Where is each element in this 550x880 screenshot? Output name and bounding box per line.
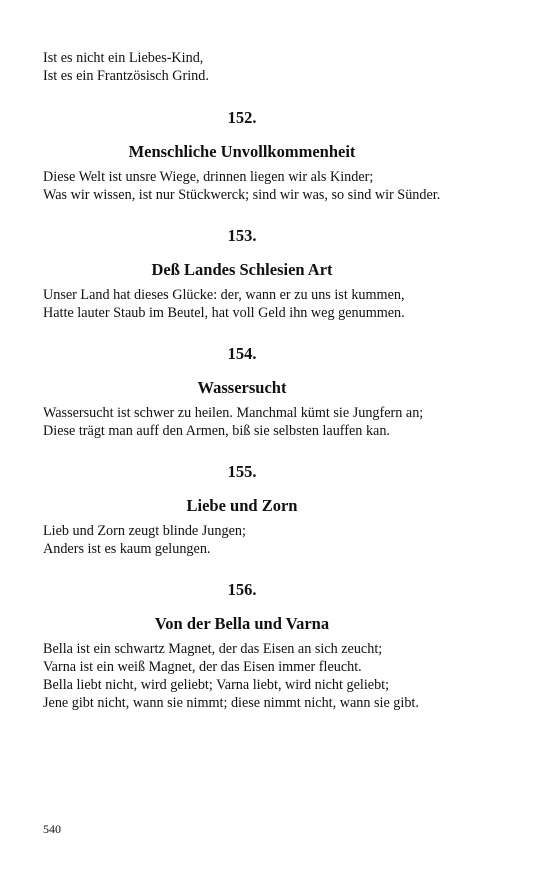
poem-154 <box>43 344 441 440</box>
poem-number: 155. <box>227 462 257 481</box>
poem-title: Liebe und Zorn <box>186 496 298 515</box>
poem-line: Was wir wissen, ist nur Stückwerck; sind wir was, so sind wir Sünder. <box>43 187 441 203</box>
poem-number: 153. <box>227 226 257 245</box>
poem-title: Wassersucht <box>197 378 287 397</box>
poem-152 <box>43 108 441 204</box>
poem-155 <box>43 462 441 558</box>
poem-number: 152. <box>227 108 257 127</box>
poem-line: Hatte lauter Staub im Beutel, hat voll Geld ihn weg genummen. <box>43 305 405 321</box>
poem-number: 156. <box>227 580 257 599</box>
poem-title: Menschliche Unvollkommenheit <box>128 142 356 161</box>
intro-stanza <box>43 49 441 85</box>
intro-line: Ist es ein Frantzösisch Grind. <box>43 68 209 84</box>
poem-title: Deß Landes Schlesien Art <box>151 260 333 279</box>
intro-line: Ist es nicht ein Liebes-Kind, <box>43 50 204 66</box>
poem-title: Von der Bella und Varna <box>154 614 330 633</box>
poem-line: Unser Land hat dieses Glücke: der, wann er zu uns ist kummen, <box>43 287 405 303</box>
poem-156 <box>43 580 441 712</box>
poem-line: Anders ist es kaum gelungen. <box>43 541 211 557</box>
poem-line: Jene gibt nicht, wann sie nimmt; diese nimmt nicht, wann sie gibt. <box>43 695 419 711</box>
poem-153 <box>43 226 441 322</box>
poem-line: Bella liebt nicht, wird geliebt; Varna liebt, wird nicht geliebt; <box>43 677 390 693</box>
page-content <box>43 49 441 734</box>
page-number: 540 <box>43 822 61 836</box>
poem-line: Wassersucht ist schwer zu heilen. Manchmal kümt sie Jungfern an; <box>43 405 424 421</box>
poem-line: Lieb und Zorn zeugt blinde Jungen; <box>43 523 246 539</box>
poem-line: Bella ist ein schwartz Magnet, der das Eisen an sich zeucht; <box>43 641 383 657</box>
poem-line: Diese trägt man auff den Armen, biß sie selbsten lauffen kan. <box>43 423 390 439</box>
poem-line: Varna ist ein weiß Magnet, der das Eisen immer fleucht. <box>43 659 362 675</box>
poem-number: 154. <box>227 344 257 363</box>
poem-line: Diese Welt ist unsre Wiege, drinnen liegen wir als Kinder; <box>43 169 374 185</box>
